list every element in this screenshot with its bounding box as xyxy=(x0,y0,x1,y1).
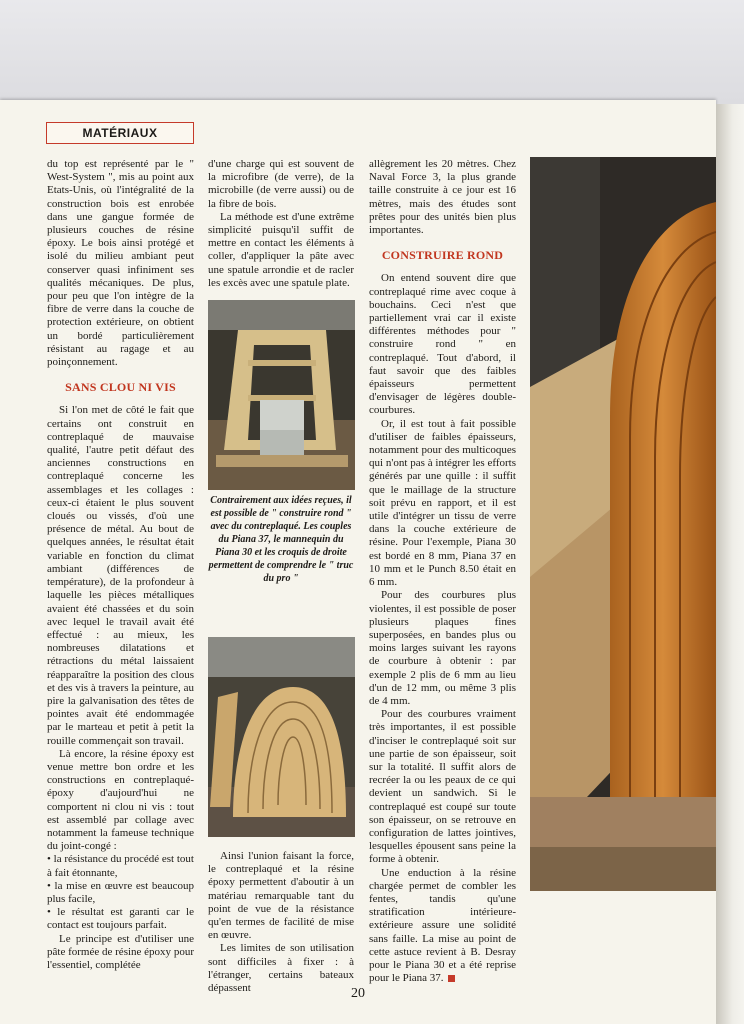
paragraph: La méthode est d'une extrême simplicité puisqu'il suffit de mettre en contact les éléments à coller, d'appliquer la pâte avec une spatule arrondie et de racler les excès avec une spatule plate. xyxy=(208,210,354,289)
paragraph: Or, il est tout à fait possible d'utiliser de faibles épaisseurs, notamment pour des multicoques qui n'ont pas à intégrer les efforts générés par une quille : il suffit que le maillage de la structure soit prévu en rapport, et il est utile d'intégrer un tissu de verre dans la couche extérieure de résine. Pour l'exemple, Piana 30 est bordé en 8 mm, Piana 37 en 10 mm et le Punch 8.50 était en 6 mm. xyxy=(369,417,516,589)
column-2-bottom xyxy=(208,850,354,995)
bullet-item: • la mise en œuvre est beaucoup plus facile, xyxy=(47,879,194,905)
photo-frames-piana-37 xyxy=(208,300,355,490)
subheading-construire-rond: CONSTRUIRE ROND xyxy=(381,248,504,263)
paragraph: Pour des courbures plus violentes, il est possible de poser plusieurs plaques fines superposées, en bandes plus ou moins larges suivant les rayons de courbure à obtenir : par exemple 2 plis de 6 mm au lieu d'un de 12 mm, ou même 3 plis de 4 mm. xyxy=(369,589,516,707)
bullet-item: • la résistance du procédé est tout à fait étonnante, xyxy=(47,853,194,879)
column-1 xyxy=(47,158,194,972)
paragraph: Là encore, la résine époxy est venue mettre bon ordre et les constructions en contreplaqué-époxy d'aujourd'hui ne comportent ni clou ni vis : tout est assemblé par collage avec notamment la fameuse technique du joint-congé : xyxy=(47,747,194,853)
page-edge xyxy=(716,104,744,1024)
bullet-item: • le résultat est garanti car le contact est toujours parfait. xyxy=(47,906,194,932)
paragraph: du top est représenté par le " West-System ", mis au point aux Etats-Unis, où l'intégralité de la construction bois est enrobée dans une gangue formée de plusieurs couches de résine époxy. Le bois ainsi protégé et isolé du milieu ambiant peut conserver quasi infiniment ses qualités mécaniques. De plus, pour peu que l'on intègre de la fibre de verre dans la couche de protection extérieure, on obtient un bordé particulièrement résistant au ragage et au poinçonnement. xyxy=(47,158,194,369)
photo-caption: Contrairement aux idées reçues, il est possible de " construire rond " avec du contreplaqué. Les couples du Piana 37, le mannequin du Piana 30 et les croquis de droite permettent de comprendre le " truc du pro " xyxy=(208,495,354,584)
scan-background xyxy=(0,0,744,104)
paragraph: Ainsi l'union faisant la force, le contreplaqué et la résine époxy permettent d'aboutir à un matériau remarquable tant du point de vue de la résistance qu'en termes de facilité de mise en œuvre. xyxy=(208,850,354,942)
section-rubric: MATÉRIAUX xyxy=(46,122,194,144)
column-3 xyxy=(369,158,516,985)
page-number: 20 xyxy=(351,986,365,1001)
paragraph: allègrement les 20 mètres. Chez Naval Force 3, la plus grande taille construite à ce jour est 16 mètres, mais des études sont prêtes pour des unités bien plus importantes. xyxy=(369,158,516,237)
paragraph: On entend souvent dire que contreplaqué rime avec coque à bouchains. Ceci n'est que partiellement vrai car il existe différentes méthodes pour " construire rond " en contreplaqué. Tout d'abord, il faut savoir que des faibles épaisseurs permettent d'envisager de légères double-courbures. xyxy=(369,272,516,417)
column-2 xyxy=(208,158,354,290)
end-of-article-mark xyxy=(448,975,455,982)
paragraph xyxy=(369,867,516,986)
paragraph: Pour des courbures vraiment très importantes, il est possible d'inciser le contreplaqué soit sur une partie de son épaisseur, soit sur la totalité. Il suffit alors de recréer la ou les peaux de ce qui devient un sandwich. Si le contreplaqué est coupé sur toute son épaisseur, on se retrouve en configuration de lattes jointives, lesquelles épousent sans peine la forme à obtenir. xyxy=(369,708,516,866)
subheading-sans-clou: SANS CLOU NI VIS xyxy=(65,380,176,395)
paragraph: Les limites de son utilisation sont difficiles à fixer : à l'étranger, certains bateaux dépassent xyxy=(208,942,354,995)
paragraph: Si l'on met de côté le fait que certains ont construit en contreplaqué de mauvaise qualité, l'autre petit défaut des anciennes constructions en contreplaqué concerne les assemblages et les collages : ceux-ci étaient le plus souvent cloués ou vissés, d'où une présence de métal. Au bout de quelques années, le résultat était variable en fonction du climat ambiant (différences de température), de la profondeur à laquelle les pièces métalliques avaient été chassées et du soin avec lequel le travail avait été effectué : au mieux, les nombreuses dilatations et rétractions du métal laissaient réapparaître la position des clous et des vis à travers la peinture, au pire la galvanisation des têtes de pointes avait été endommagée par le marteau et petit à petit la rouille commençait son travail. xyxy=(47,404,194,747)
photo-mannequin-piana-30 xyxy=(208,637,355,837)
paragraph: Le principe est d'utiliser une pâte formée de résine époxy pour l'essentiel, complétée xyxy=(47,932,194,971)
photo-hull-planking xyxy=(530,157,716,891)
paragraph: d'une charge qui est souvent de la microfibre (de verre), de la microbille (de verre aussi) ou de la fibre de bois. xyxy=(208,158,354,210)
paragraph-text: Une enduction à la résine chargée permet de combler les fentes, tandis qu'une stratification intérieure-extérieure assure une solidité sans faille. La mise au point de cette astuce revient à B. Desray pour le Piana 30 et a été reprise pour le Piana 37. xyxy=(369,866,516,985)
